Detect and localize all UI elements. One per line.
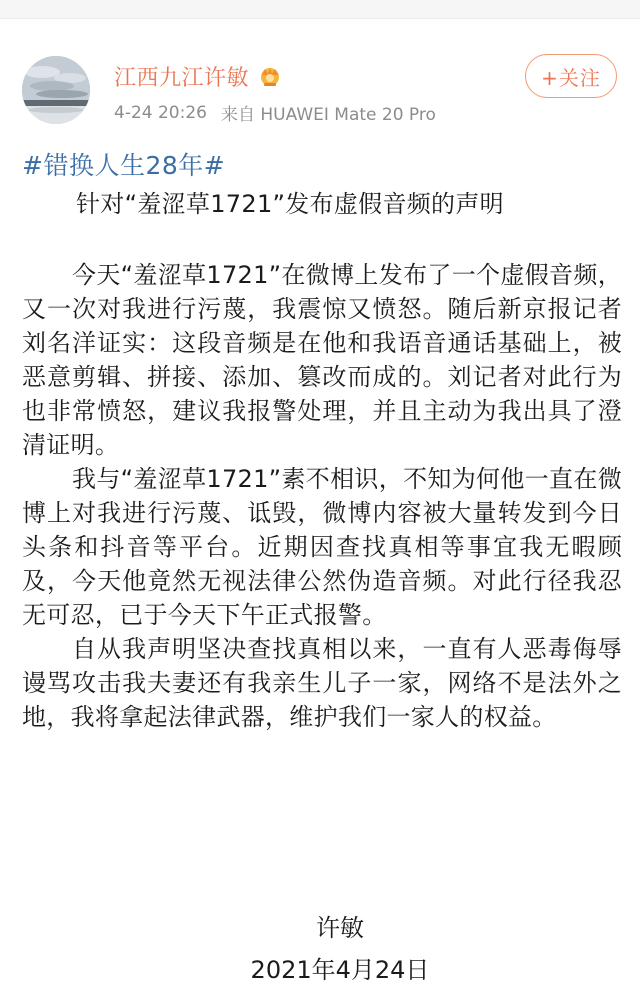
paragraph-3: 自从我声明坚决查找真相以来，一直有人恶毒侮辱谩骂攻击我夫妻还有我亲生儿子一家，网络不是法外之地，我将拿起法律武器，维护我们一家人的权益。 [22, 635, 622, 731]
statement-title: 针对“羞涩草1721”发布虚假音频的声明 [76, 190, 504, 218]
paragraph-2: 我与“羞涩草1721”素不相识，不知为何他一直在微博上对我进行污蔑、诋毁，微博内容被大量转发到今日头条和抖音等平台。近期因查找真相等事宜我无暇顾及，今天他竟然无视法律公然伪造音频。对此行径我忍无可忍，已于今天下午正式报警。 [22, 465, 622, 629]
paragraph-1: 今天“羞涩草1721”在微博上发布了一个虚假音频，又一次对我进行污蔑，我震惊又愤怒。随后新京报记者刘名洋证实：这段音频是在他和我语音通话基础上，被恶意剪辑、拼接、添加、篡改而成的。刘记者对此行为也非常愤怒，建议我报警处理，并且主动为我出具了澄清证明。 [22, 261, 622, 459]
avatar[interactable] [22, 56, 90, 124]
post-body [22, 148, 622, 734]
post-meta [114, 100, 436, 125]
follow-button[interactable]: +关注 [525, 54, 617, 98]
post-time: 4-24 20:26 [114, 102, 207, 123]
user-name[interactable]: 江西九江许敏 [114, 65, 250, 91]
signature-name: 许敏 [316, 914, 364, 942]
status-strip [0, 0, 640, 19]
crown-badge-icon [257, 65, 283, 87]
hashtag-link[interactable]: #错换人生28年# [22, 151, 226, 180]
post-header [0, 46, 640, 136]
user-name-row [114, 60, 283, 92]
post-source: 来自 HUAWEI Mate 20 Pro [220, 105, 436, 125]
avatar-image [22, 56, 90, 124]
signature-date: 2021年4月24日 [250, 956, 430, 984]
